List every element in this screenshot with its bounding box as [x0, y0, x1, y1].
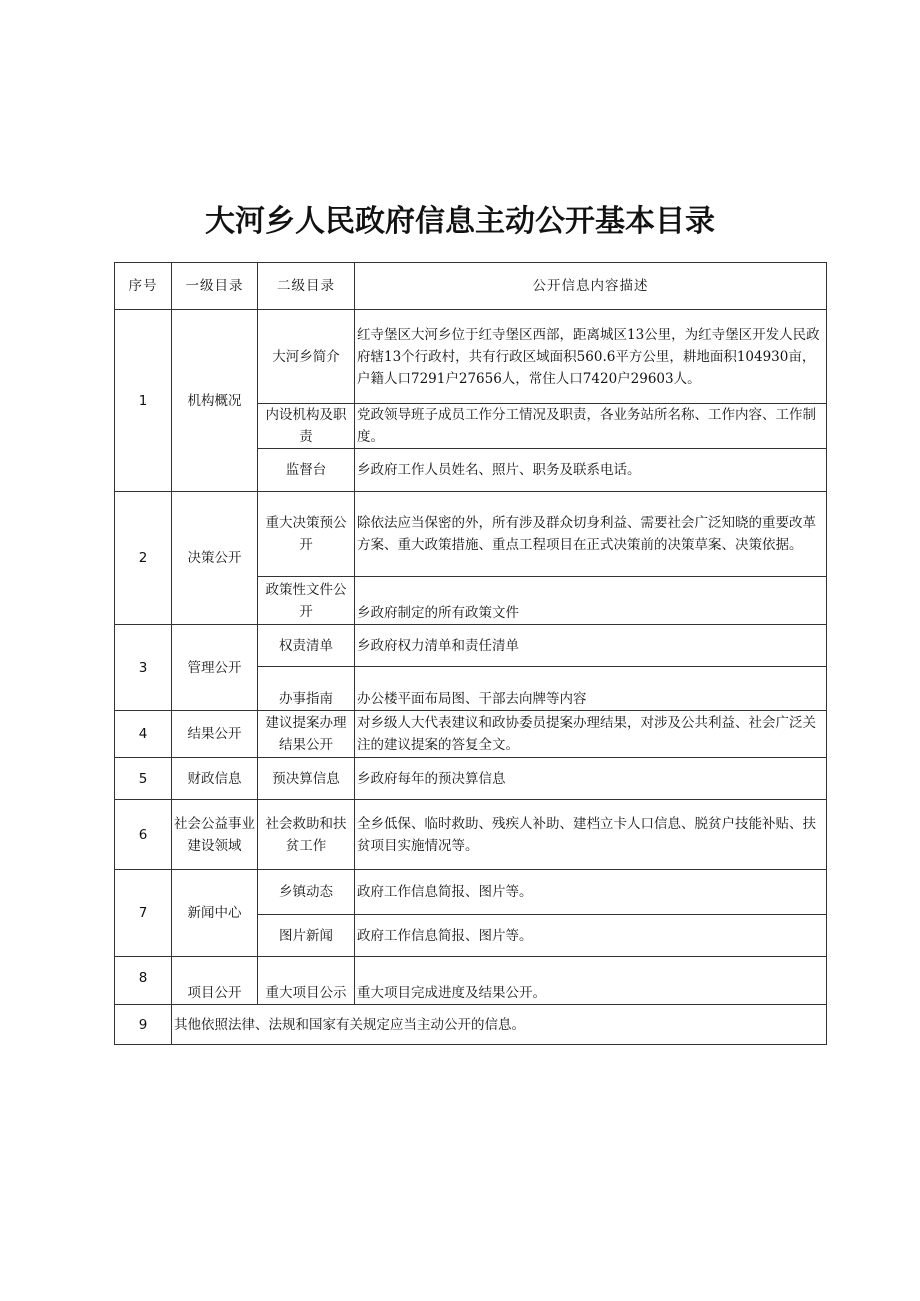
row-seq: 6 — [115, 800, 172, 870]
table-row — [115, 870, 827, 915]
row-level2: 预决算信息 — [258, 758, 355, 800]
row-desc: 乡政府权力清单和责任清单 — [355, 625, 827, 667]
row-level2: 重大项目公示 — [258, 957, 355, 1005]
table-row — [115, 758, 827, 800]
row-level2: 重大决策预公开 — [258, 492, 355, 577]
row-desc: 办公楼平面布局图、干部去向牌等内容 — [355, 667, 827, 711]
row-level2: 社会救助和扶贫工作 — [258, 800, 355, 870]
table-row — [115, 492, 827, 577]
catalog-table — [114, 262, 827, 1045]
row-level2: 建议提案办理结果公开 — [258, 711, 355, 758]
row-desc: 政府工作信息简报、图片等。 — [355, 870, 827, 915]
row-level1: 决策公开 — [172, 492, 258, 625]
table-row — [115, 310, 827, 404]
row-seq: 3 — [115, 625, 172, 711]
row-desc: 政府工作信息简报、图片等。 — [355, 915, 827, 957]
row-level2: 图片新闻 — [258, 915, 355, 957]
header-level1: 一级目录 — [172, 263, 258, 310]
row-desc: 乡政府工作人员姓名、照片、职务及联系电话。 — [355, 449, 827, 492]
row-level2: 政策性文件公开 — [258, 577, 355, 625]
row-level1: 社会公益事业建设领域 — [172, 800, 258, 870]
row-level2: 内设机构及职责 — [258, 404, 355, 449]
row-seq: 7 — [115, 870, 172, 957]
row-level2: 权责清单 — [258, 625, 355, 667]
row-level2: 监督台 — [258, 449, 355, 492]
row-seq: 9 — [115, 1005, 172, 1045]
row-desc: 红寺堡区大河乡位于红寺堡区西部，距离城区13公里，为红寺堡区开发人民政府辖13个行政村，共有行政区域面积560.6平方公里，耕地面积104930亩，户籍人口7291户27656人，常住人口7420户29603人。 — [355, 310, 827, 404]
row-level2: 办事指南 — [258, 667, 355, 711]
row-level1: 结果公开 — [172, 711, 258, 758]
row-level1: 项目公开 — [172, 957, 258, 1005]
row-level1: 机构概况 — [172, 310, 258, 492]
table-row — [115, 957, 827, 1005]
row-level1: 财政信息 — [172, 758, 258, 800]
row-level1: 新闻中心 — [172, 870, 258, 957]
table-row — [115, 625, 827, 667]
header-level2: 二级目录 — [258, 263, 355, 310]
table-row — [115, 711, 827, 758]
row-desc: 全乡低保、临时救助、残疾人补助、建档立卡人口信息、脱贫户技能补贴、扶贫项目实施情况等。 — [355, 800, 827, 870]
row-seq: 4 — [115, 711, 172, 758]
row-desc: 党政领导班子成员工作分工情况及职责，各业务站所名称、工作内容、工作制度。 — [355, 404, 827, 449]
row-desc: 乡政府制定的所有政策文件 — [355, 577, 827, 625]
row-level1: 管理公开 — [172, 625, 258, 711]
row-level2: 乡镇动态 — [258, 870, 355, 915]
row-desc: 乡政府每年的预决算信息 — [355, 758, 827, 800]
page-title: 大河乡人民政府信息主动公开基本目录 — [205, 204, 715, 239]
header-desc: 公开信息内容描述 — [355, 263, 827, 310]
row-seq: 1 — [115, 310, 172, 492]
header-seq: 序号 — [115, 263, 172, 310]
table-header-row — [115, 263, 827, 310]
table-row — [115, 800, 827, 870]
row-desc: 除依法应当保密的外，所有涉及群众切身利益、需要社会广泛知晓的重要改革方案、重大政策措施、重点工程项目在正式决策前的决策草案、决策依据。 — [355, 492, 827, 577]
row-desc: 对乡级人大代表建议和政协委员提案办理结果，对涉及公共利益、社会广泛关注的建议提案的答复全文。 — [355, 711, 827, 758]
table-row — [115, 1005, 827, 1045]
row-seq: 5 — [115, 758, 172, 800]
row-seq: 8 — [115, 957, 172, 1005]
row-desc: 其他依照法律、法规和国家有关规定应当主动公开的信息。 — [172, 1005, 827, 1045]
row-level2: 大河乡简介 — [258, 310, 355, 404]
row-desc: 重大项目完成进度及结果公开。 — [355, 957, 827, 1005]
row-seq: 2 — [115, 492, 172, 625]
